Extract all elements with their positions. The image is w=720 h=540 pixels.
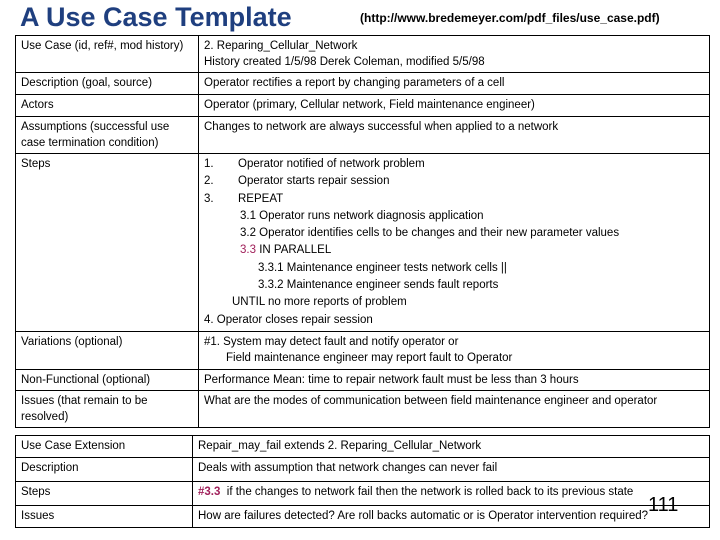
ext-description-label: Description (16, 458, 193, 482)
table-row (16, 436, 710, 458)
list-item: 2. Operator starts repair session (204, 175, 390, 188)
table-row (16, 117, 710, 154)
table-row (16, 506, 710, 528)
assumptions-label: Assumptions (successful use case termination condition) (16, 117, 199, 154)
list-item: UNTIL no more reports of problem (232, 296, 407, 309)
step-ref: #3.3 (198, 486, 221, 498)
use-case-id: 2. Reparing_Cellular_Network (204, 40, 358, 52)
list-item: 3.2 Operator identifies cells to be changes and their new parameter values (240, 227, 620, 240)
use-case-value (199, 36, 710, 73)
list-item: 3. REPEAT (204, 192, 284, 205)
table-row (16, 331, 710, 369)
list-item: 3.3 IN PARALLEL (240, 244, 332, 257)
issues-label: Issues (that remain to be resolved) (16, 390, 199, 427)
list-item: 3.1 Operator runs network diagnosis application (240, 209, 484, 222)
list-item: 3.3.2 Maintenance engineer sends fault reports (258, 279, 499, 292)
table-row (16, 95, 710, 117)
table-row (16, 73, 710, 95)
ext-steps-label: Steps (16, 482, 193, 506)
use-case-label: Use Case (id, ref#, mod history) (16, 36, 199, 73)
list-item: 1. Operator notified of network problem (204, 158, 425, 170)
extension-value: Repair_may_fail extends 2. Reparing_Cellular_Network (193, 436, 710, 458)
ext-description-value: Deals with assumption that network changes can never fail (193, 458, 710, 482)
use-case-history: History created 1/5/98 Derek Coleman, modified 5/5/98 (204, 56, 485, 68)
variations-value: #1. System may detect fault and notify operator or Field maintenance engineer may report fault to Operator (199, 331, 710, 369)
variations-label: Variations (optional) (16, 331, 199, 369)
steps-value (199, 154, 710, 332)
page-title: A Use Case Template (20, 2, 292, 32)
assumptions-value: Changes to network are always successful when applied to a network (199, 117, 710, 154)
table-row (16, 36, 710, 73)
nonfunctional-value: Performance Mean: time to repair network fault must be less than 3 hours (199, 369, 710, 390)
list-item: 3.3.1 Maintenance engineer tests network cells || (258, 261, 507, 274)
source-url: (http://www.bredemeyer.com/pdf_files/use_case.pdf) (360, 11, 660, 25)
use-case-table (15, 35, 710, 428)
steps-label: Steps (16, 154, 199, 332)
step-ref: 3.3 (240, 244, 256, 257)
list-item: 4. Operator closes repair session (204, 313, 373, 326)
issues-value: What are the modes of communication between field maintenance engineer and operator (199, 390, 710, 427)
extension-label: Use Case Extension (16, 436, 193, 458)
actors-value: Operator (primary, Cellular network, Field maintenance engineer) (199, 95, 710, 117)
ext-issues-value: How are failures detected? Are roll backs automatic or is Operator intervention required? (193, 506, 710, 528)
table-row (16, 458, 710, 482)
nonfunctional-label: Non-Functional (optional) (16, 369, 199, 390)
actors-label: Actors (16, 95, 199, 117)
table-row (16, 482, 710, 506)
table-row (16, 154, 710, 332)
table-row (16, 390, 710, 427)
ext-issues-label: Issues (16, 506, 193, 528)
description-label: Description (goal, source) (16, 73, 199, 95)
page-number: 111 (648, 494, 679, 516)
table-row (16, 369, 710, 390)
ext-steps-value: #3.3 if the changes to network fail then the network is rolled back to its previous state (193, 482, 710, 506)
use-case-extension-table (15, 435, 710, 528)
description-value: Operator rectifies a report by changing parameters of a cell (199, 73, 710, 95)
